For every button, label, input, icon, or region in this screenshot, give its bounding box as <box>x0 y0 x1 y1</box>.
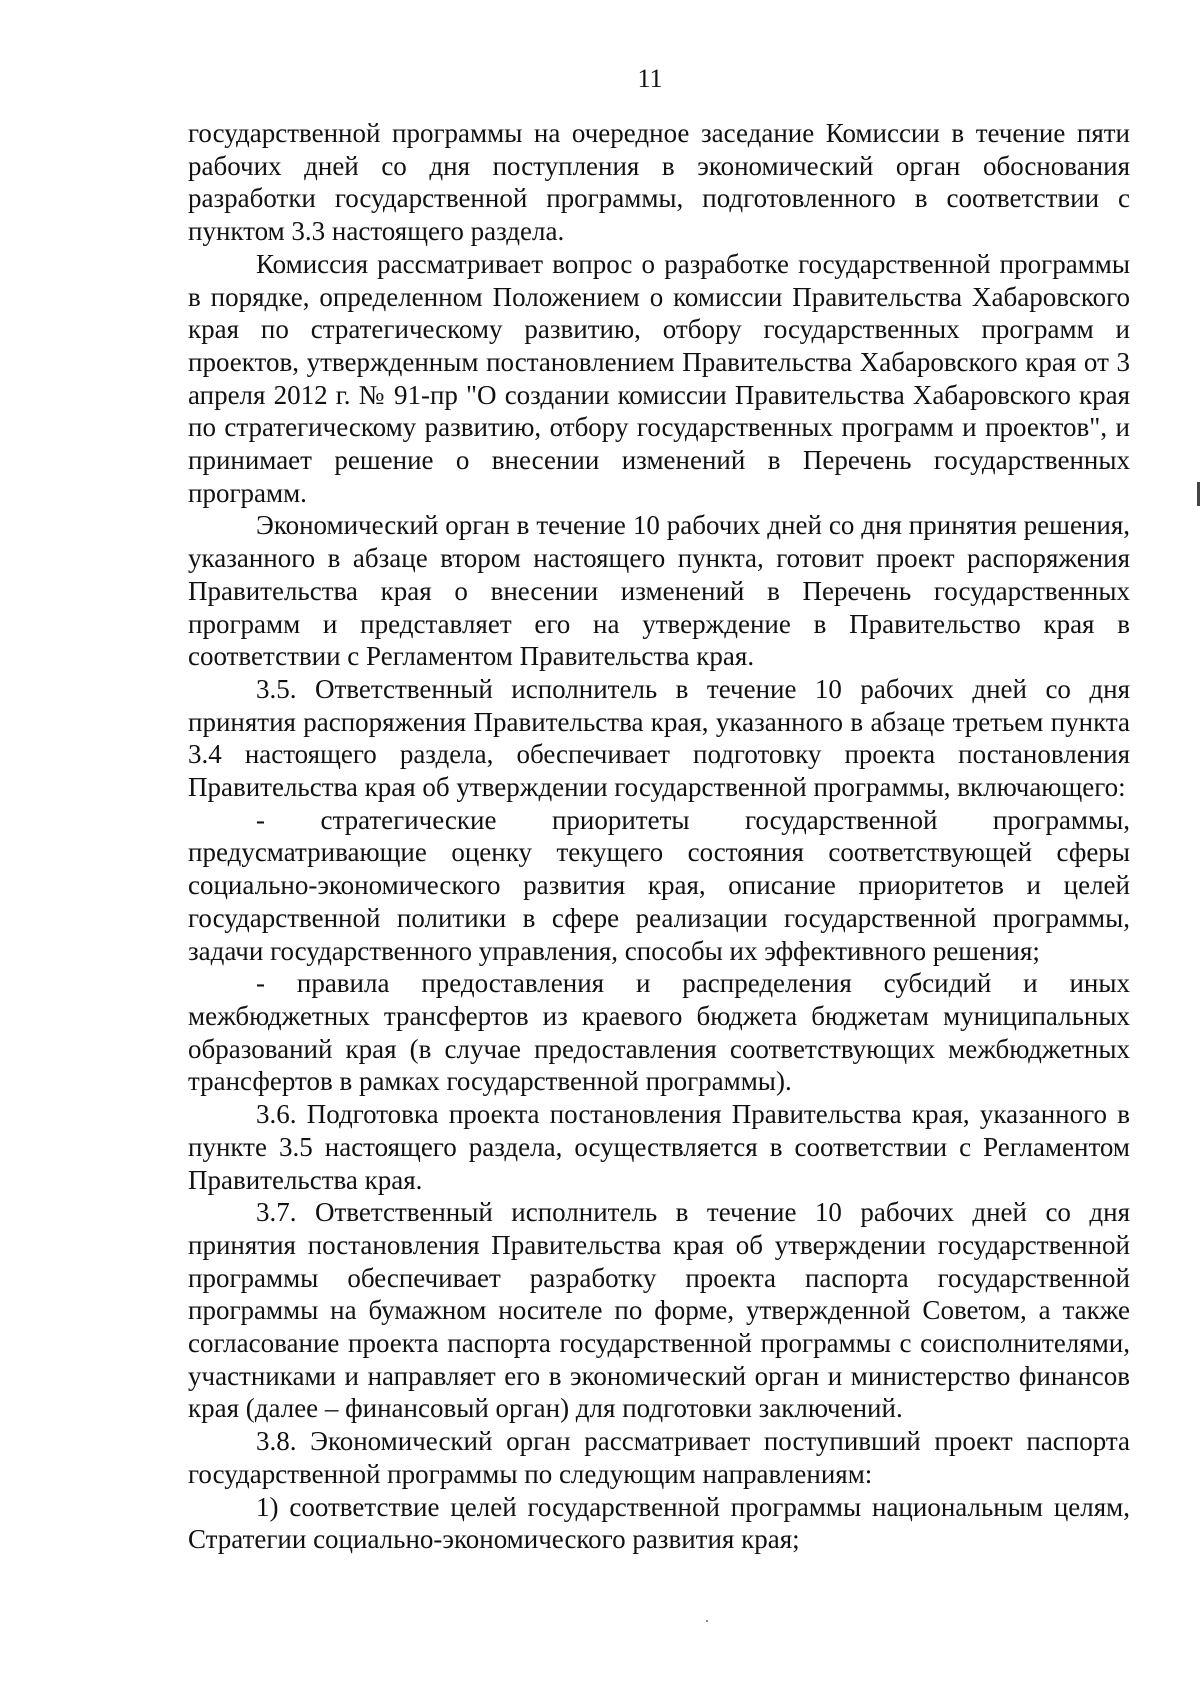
paragraph-continuation: государственной программы на очередное заседание Комиссии в течение пяти рабочих дней со дня поступления в экономический орган обоснования разработки государственной программы, подготовленного в соответствии с пунктом 3.3 настоящего раздела. <box>188 118 1130 247</box>
paragraph-clause-3-8: 3.8. Экономический орган рассматривает поступивший проект паспорта государственной программы по следующим направлениям: <box>188 1426 1130 1489</box>
document-body <box>188 117 1130 1556</box>
list-item-goal-compliance: 1) соответствие целей государственной программы национальным целям, Стратегии социально-экономического развития края; <box>188 1491 1130 1555</box>
paragraph-commission-review: Комиссия рассматривает вопрос о разработке государственной программы в порядке, определенном Положением о комиссии Правительства Хабаровского края по стратегическому развитию, отбору государственных программ и проектов, утвержденным постановлением Правительства Хабаровского края от 3 апреля 2012 г. № 91-пр "О создании комиссии Правительства Хабаровского края по стратегическому развитию, отбору государственных программ и проектов", и принимает решение о внесении изменений в Перечень государственных программ. <box>188 248 1130 508</box>
list-item-strategic-priorities: - стратегические приоритеты государственной программы, предусматривающие оценку текущего состояния соответствующей сферы социально-экономического развития края, описание приоритетов и целей государственной политики в сфере реализации государственной программы, задачи государственного управления, способы их эффективного решения; <box>188 804 1130 966</box>
page-number: 11 <box>637 64 663 93</box>
paragraph-clause-3-6: 3.6. Подготовка проекта постановления Правительства края, указанного в пункте 3.5 настоящего раздела, осуществляется в соответствии с Регламентом Правительства края. <box>188 1099 1130 1195</box>
paragraph-clause-3-7: 3.7. Ответственный исполнитель в течение 10 рабочих дней со дня принятия постановления Правительства края об утверждении государственной программы обеспечивает разработку проекта паспорта государственной программы на бумажном носителе по форме, утвержденной Советом, а также согласование проекта паспорта государственной программы с соисполнителями, участниками и направляет его в экономический орган и министерство финансов края (далее – финансовый орган) для подготовки заключений. <box>188 1197 1130 1424</box>
paragraph-clause-3-5: 3.5. Ответственный исполнитель в течение 10 рабочих дней со дня принятия распоряжения Правительства края, указанного в абзаце третьем пункта 3.4 настоящего раздела, обеспечивает подготовку проекта постановления Правительства края об утверждении государственной программы, включающего: <box>188 673 1130 803</box>
scan-speck <box>706 1620 708 1622</box>
list-item-subsidy-rules: - правила предоставления и распределения субсидий и иных межбюджетных трансфертов из краевого бюджета бюджетам муниципальных образований края (в случае предоставления соответствующих межбюджетных трансфертов в рамках государственной программы). <box>188 968 1130 1097</box>
paragraph-economic-body: Экономический орган в течение 10 рабочих дней со дня принятия решения, указанного в абзаце втором настоящего пункта, готовит проект распоряжения Правительства края о внесении изменений в Перечень государственных программ и представляет его на утверждение в Правительство края в соответствии с Регламентом Правительства края. <box>188 510 1130 672</box>
